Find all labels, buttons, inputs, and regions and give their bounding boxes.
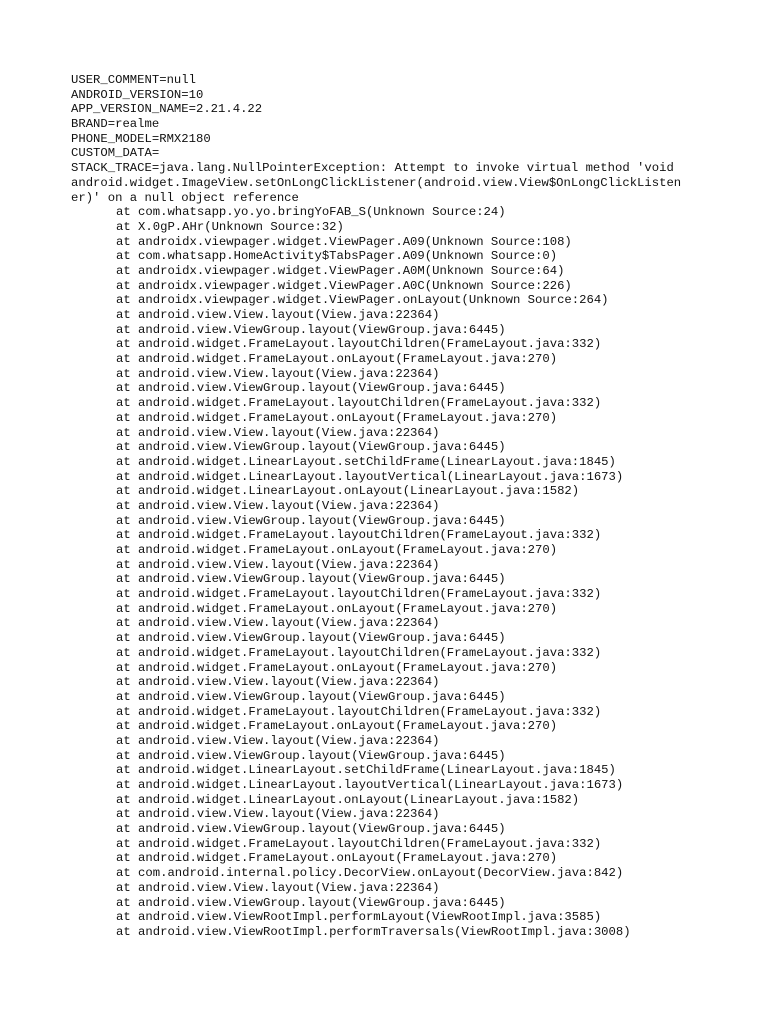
stack-frame: at android.view.ViewGroup.layout(ViewGroup.java:6445) <box>116 895 506 910</box>
stack-frame: at android.view.ViewGroup.layout(ViewGroup.java:6445) <box>116 748 506 763</box>
stack-frame: at android.widget.LinearLayout.setChildFrame(LinearLayout.java:1845) <box>116 454 616 469</box>
stack-frame: at android.view.ViewGroup.layout(ViewGroup.java:6445) <box>116 440 506 455</box>
log-field-phone-model: PHONE_MODEL=RMX2180 <box>71 131 211 146</box>
stack-frame: at androidx.viewpager.widget.ViewPager.A09(Unknown Source:108) <box>116 234 572 249</box>
log-field-stack-trace: STACK_TRACE=java.lang.NullPointerException: Attempt to invoke virtual method 'void <box>71 161 674 176</box>
stack-frame: at androidx.viewpager.widget.ViewPager.A0M(Unknown Source:64) <box>116 263 565 278</box>
stack-frame: at android.view.View.layout(View.java:22364) <box>116 880 440 895</box>
stack-frame: at android.widget.FrameLayout.onLayout(FrameLayout.java:270) <box>116 601 558 616</box>
stack-frame: at android.widget.FrameLayout.onLayout(FrameLayout.java:270) <box>116 660 558 675</box>
stack-frame: at android.widget.FrameLayout.layoutChildren(FrameLayout.java:332) <box>116 528 602 543</box>
stack-frame: at android.widget.LinearLayout.layoutVertical(LinearLayout.java:1673) <box>116 778 624 792</box>
stack-frame: at android.view.ViewGroup.layout(ViewGroup.java:6445) <box>116 322 506 337</box>
log-field-app-version-name: APP_VERSION_NAME=2.21.4.22 <box>71 102 263 117</box>
log-field-android-version: ANDROID_VERSION=10 <box>71 87 204 102</box>
crash-log <box>71 73 711 940</box>
stack-frame: at android.widget.FrameLayout.onLayout(FrameLayout.java:270) <box>116 851 558 866</box>
stack-frame: at android.widget.LinearLayout.setChildFrame(LinearLayout.java:1845) <box>116 763 616 778</box>
stack-frame: at android.view.ViewRootImpl.performTraversals(ViewRootImpl.java:3008) <box>116 924 631 939</box>
stack-frame: at com.whatsapp.HomeActivity$TabsPager.A09(Unknown Source:0) <box>116 249 558 264</box>
stack-frame: at android.view.View.layout(View.java:22364) <box>116 308 440 322</box>
log-field-stack-trace-continued: android.widget.ImageView.setOnLongClickListener(android.view.View$OnLongClickListen <box>71 175 682 190</box>
log-field-custom-data: CUSTOM_DATA= <box>71 146 160 161</box>
stack-frame: at android.widget.FrameLayout.onLayout(FrameLayout.java:270) <box>116 719 558 734</box>
stack-frame: at android.view.View.layout(View.java:22364) <box>116 616 440 631</box>
stack-frame: at android.view.ViewGroup.layout(ViewGroup.java:6445) <box>116 689 506 704</box>
stack-frame: at android.view.ViewGroup.layout(ViewGroup.java:6445) <box>116 631 506 646</box>
log-field-stack-trace-end: er)' on a null object reference <box>71 190 299 205</box>
stack-frame: at android.widget.FrameLayout.layoutChildren(FrameLayout.java:332) <box>116 645 602 660</box>
stack-frame: at android.widget.FrameLayout.onLayout(FrameLayout.java:270) <box>116 543 558 557</box>
stack-frame: at android.widget.FrameLayout.layoutChildren(FrameLayout.java:332) <box>116 587 602 602</box>
stack-frame: at android.widget.FrameLayout.onLayout(FrameLayout.java:270) <box>116 410 558 425</box>
stack-frame: at android.view.ViewRootImpl.performLayout(ViewRootImpl.java:3585) <box>116 910 602 925</box>
stack-frame: at android.widget.FrameLayout.layoutChildren(FrameLayout.java:332) <box>116 704 602 719</box>
log-field-user-comment: USER_COMMENT=null <box>71 73 196 87</box>
stack-frame: at android.view.View.layout(View.java:22364) <box>116 733 440 748</box>
stack-frame: at com.android.internal.policy.DecorView.onLayout(DecorView.java:842) <box>116 866 624 881</box>
stack-frame: at android.view.ViewGroup.layout(ViewGroup.java:6445) <box>116 381 506 396</box>
log-field-brand: BRAND=realme <box>71 117 160 132</box>
stack-frame: at android.view.View.layout(View.java:22364) <box>116 807 440 822</box>
stack-frame: at android.view.View.layout(View.java:22364) <box>116 366 440 381</box>
stack-frame: at android.widget.LinearLayout.onLayout(LinearLayout.java:1582) <box>116 792 580 807</box>
stack-frame: at androidx.viewpager.widget.ViewPager.onLayout(Unknown Source:264) <box>116 293 609 308</box>
stack-frame: at android.view.View.layout(View.java:22364) <box>116 557 440 572</box>
stack-frame: at android.widget.LinearLayout.onLayout(LinearLayout.java:1582) <box>116 484 580 499</box>
stack-frame: at android.widget.LinearLayout.layoutVertical(LinearLayout.java:1673) <box>116 469 624 484</box>
stack-frame: at android.view.View.layout(View.java:22364) <box>116 425 440 440</box>
stack-frame: at android.view.View.layout(View.java:22364) <box>116 498 440 513</box>
stack-frame: at androidx.viewpager.widget.ViewPager.A0C(Unknown Source:226) <box>116 278 572 293</box>
stack-frame: at com.whatsapp.yo.yo.bringYoFAB_S(Unknown Source:24) <box>116 205 506 220</box>
stack-frame: at android.widget.FrameLayout.layoutChildren(FrameLayout.java:332) <box>116 337 602 352</box>
stack-frame: at android.view.View.layout(View.java:22364) <box>116 675 440 690</box>
stack-frame: at X.0gP.AHr(Unknown Source:32) <box>116 219 344 234</box>
stack-frame: at android.view.ViewGroup.layout(ViewGroup.java:6445) <box>116 822 506 837</box>
stack-frame: at android.widget.FrameLayout.layoutChildren(FrameLayout.java:332) <box>116 396 602 411</box>
stack-frame: at android.view.ViewGroup.layout(ViewGroup.java:6445) <box>116 572 506 587</box>
stack-frame: at android.widget.FrameLayout.onLayout(FrameLayout.java:270) <box>116 352 558 367</box>
stack-frame: at android.view.ViewGroup.layout(ViewGroup.java:6445) <box>116 513 506 528</box>
stack-frame: at android.widget.FrameLayout.layoutChildren(FrameLayout.java:332) <box>116 836 602 851</box>
